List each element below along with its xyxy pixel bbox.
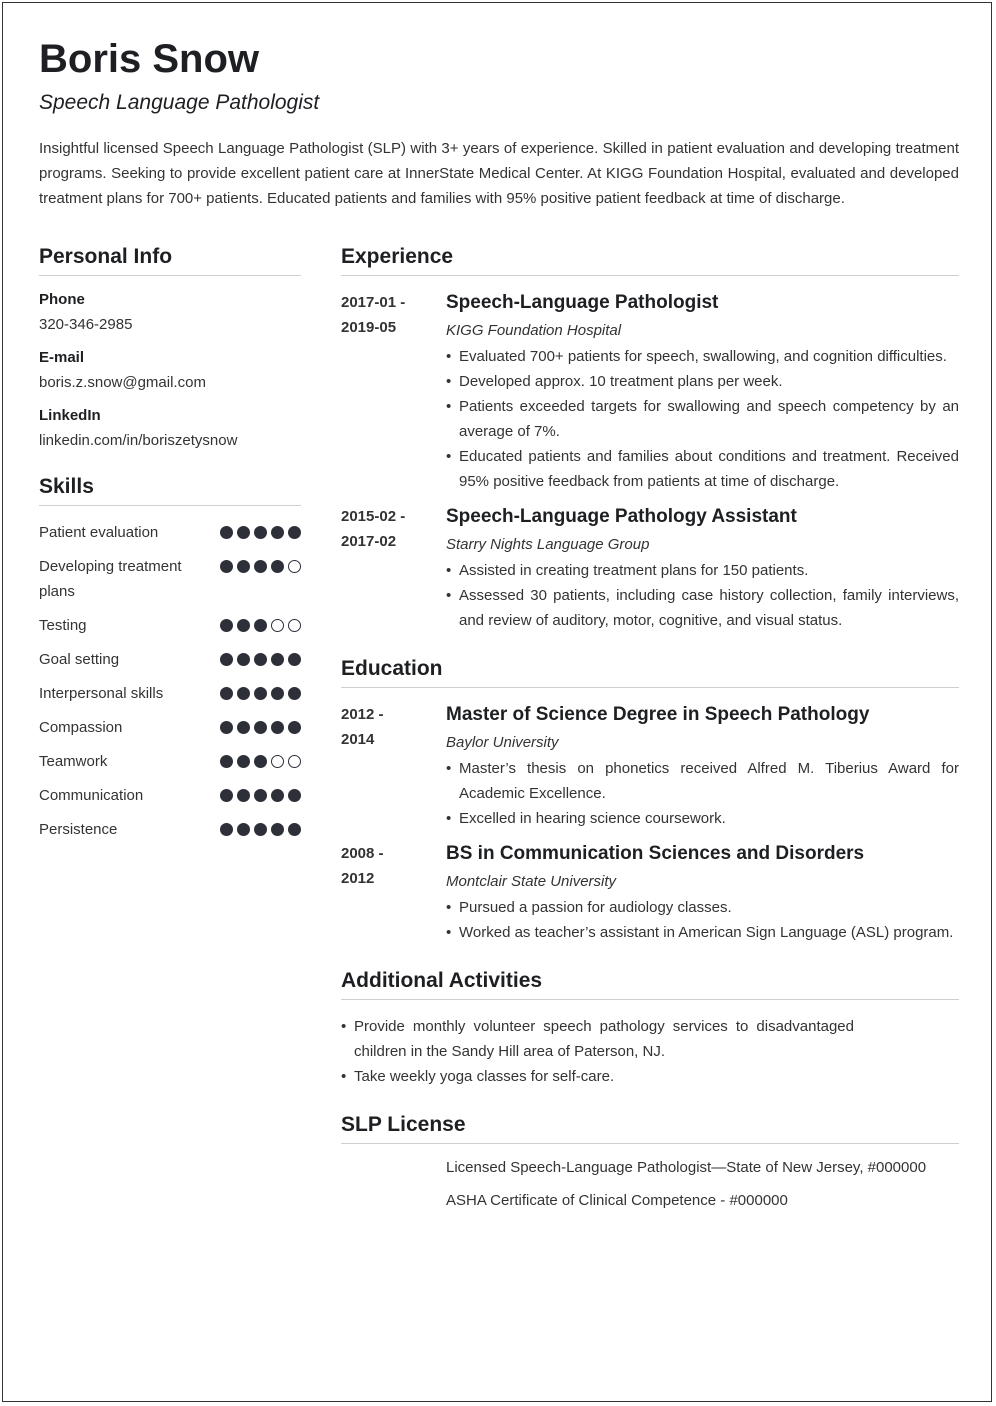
- skills-heading: Skills: [39, 473, 301, 506]
- education-title: Master of Science Degree in Speech Pathology: [446, 704, 870, 725]
- email-label: E-mail: [39, 349, 85, 366]
- filled-dot-icon: [271, 823, 284, 836]
- filled-dot-icon: [237, 687, 250, 700]
- filled-dot-icon: [271, 721, 284, 734]
- skill-name: Persistence: [39, 821, 118, 838]
- experience-entry: [341, 290, 959, 494]
- filled-dot-icon: [288, 789, 301, 802]
- license-heading: SLP License: [341, 1111, 959, 1144]
- filled-dot-icon: [288, 823, 301, 836]
- bullet-item: • Developed approx. 10 treatment plans per week.: [446, 369, 959, 394]
- bullet-item: • Assisted in creating treatment plans for 150 patients.: [446, 558, 959, 583]
- linkedin-label: LinkedIn: [39, 407, 101, 424]
- activity-item: • Provide monthly volunteer speech pathology services to disadvantaged children in the Sandy Hill area of Paterson, NJ.: [341, 1014, 854, 1064]
- empty-dot-icon: [288, 560, 301, 573]
- activity-item: • Take weekly yoga classes for self-care.: [341, 1064, 854, 1089]
- filled-dot-icon: [254, 560, 267, 573]
- experience-body: [446, 290, 959, 494]
- phone-value: 320-346-2985: [39, 316, 133, 333]
- bullet-item: • Educated patients and families about conditions and treatment. Received 95% positive feedback from patients at time of discharge.: [446, 444, 959, 494]
- skill-row: [39, 647, 301, 672]
- education-body: [446, 841, 959, 945]
- resume-page: [2, 2, 992, 1402]
- skill-level-dots: [220, 613, 301, 632]
- skill-level-dots: [220, 681, 301, 700]
- bullet-item: • Pursued a passion for audiology classes.: [446, 895, 959, 920]
- candidate-name: Boris Snow: [39, 37, 260, 81]
- education-organization: Montclair State University: [446, 873, 617, 890]
- skill-level-dots: [220, 749, 301, 768]
- right-column: [341, 243, 959, 1233]
- bullet-item: • Patients exceeded targets for swallowing and speech competency by an average of 7%.: [446, 394, 959, 444]
- empty-dot-icon: [288, 619, 301, 632]
- empty-dot-icon: [271, 619, 284, 632]
- experience-organization: Starry Nights Language Group: [446, 536, 650, 553]
- date-start: 2012 -: [341, 706, 384, 723]
- filled-dot-icon: [237, 526, 250, 539]
- skill-level-dots: [220, 715, 301, 734]
- education-section: [341, 655, 959, 945]
- bullet-item: • Evaluated 700+ patients for speech, swallowing, and cognition difficulties.: [446, 344, 959, 369]
- filled-dot-icon: [220, 526, 233, 539]
- skill-row: [39, 783, 301, 808]
- experience-heading: Experience: [341, 243, 959, 276]
- filled-dot-icon: [271, 526, 284, 539]
- experience-date: [341, 290, 446, 494]
- skill-level-dots: [220, 783, 301, 802]
- filled-dot-icon: [254, 687, 267, 700]
- skill-level-dots: [220, 520, 301, 539]
- skill-row: [39, 749, 301, 774]
- license-line: ASHA Certificate of Clinical Competence - #000000: [446, 1192, 788, 1209]
- skill-name: Interpersonal skills: [39, 685, 164, 702]
- skill-row: [39, 613, 301, 638]
- education-entry: [341, 702, 959, 831]
- skill-row: [39, 554, 301, 604]
- date-end: 2019-05: [341, 319, 397, 336]
- skill-row: [39, 520, 301, 545]
- date-end: 2014: [341, 731, 375, 748]
- skill-name: Patient evaluation: [39, 524, 159, 541]
- skill-name: Goal setting: [39, 651, 120, 668]
- filled-dot-icon: [254, 526, 267, 539]
- filled-dot-icon: [254, 755, 267, 768]
- filled-dot-icon: [288, 526, 301, 539]
- empty-dot-icon: [288, 755, 301, 768]
- experience-body: [446, 504, 959, 633]
- education-organization: Baylor University: [446, 734, 559, 751]
- filled-dot-icon: [220, 755, 233, 768]
- left-column: [39, 243, 301, 851]
- bullet-item: • Excelled in hearing science coursework.: [446, 806, 959, 831]
- skill-name: Teamwork: [39, 753, 108, 770]
- date-end: 2012: [341, 870, 375, 887]
- education-title: BS in Communication Sciences and Disorders: [446, 843, 865, 864]
- filled-dot-icon: [271, 687, 284, 700]
- linkedin-value: linkedin.com/in/boriszetysnow: [39, 432, 238, 449]
- skill-name: Compassion: [39, 719, 123, 736]
- date-start: 2017-01 -: [341, 294, 406, 311]
- filled-dot-icon: [237, 789, 250, 802]
- filled-dot-icon: [237, 653, 250, 666]
- filled-dot-icon: [237, 619, 250, 632]
- personal-info-heading: Personal Info: [39, 243, 301, 276]
- filled-dot-icon: [220, 560, 233, 573]
- skill-row: [39, 715, 301, 740]
- filled-dot-icon: [288, 653, 301, 666]
- bullet-item: • Worked as teacher’s assistant in American Sign Language (ASL) program.: [446, 920, 959, 945]
- skill-level-dots: [220, 554, 301, 573]
- bullet-item: • Master’s thesis on phonetics received Alfred M. Tiberius Award for Academic Excellence.: [446, 756, 959, 806]
- skills-list: [39, 520, 301, 842]
- phone-label: Phone: [39, 291, 85, 308]
- skill-row: [39, 817, 301, 842]
- education-heading: Education: [341, 655, 959, 688]
- experience-bullets: [446, 344, 959, 494]
- experience-list: [341, 290, 959, 633]
- license-line: Licensed Speech-Language Pathologist—State of New Jersey, #000000: [446, 1159, 927, 1176]
- license-list: [446, 1158, 959, 1211]
- education-list: [341, 702, 959, 945]
- summary-paragraph: Insightful licensed Speech Language Pathologist (SLP) with 3+ years of experience. Skilled in patient evaluation and developing treatment programs. Seeking to provide excellent patient care at InnerState Medical Center. At KIGG Foundation Hospital, evaluated and developed treatment plans for 700+ patients. Educated patients and families with 95% positive patient feedback at time of discharge.: [39, 140, 959, 207]
- education-date: [341, 702, 446, 831]
- experience-section: [341, 243, 959, 633]
- filled-dot-icon: [271, 560, 284, 573]
- education-date: [341, 841, 446, 945]
- skill-level-dots: [220, 817, 301, 836]
- filled-dot-icon: [220, 687, 233, 700]
- license-section: [341, 1111, 959, 1211]
- education-entry: [341, 841, 959, 945]
- activities-heading: Additional Activities: [341, 967, 959, 1000]
- filled-dot-icon: [254, 789, 267, 802]
- education-bullets: [446, 895, 959, 945]
- skill-name: Communication: [39, 787, 144, 804]
- filled-dot-icon: [271, 789, 284, 802]
- filled-dot-icon: [237, 823, 250, 836]
- experience-organization: KIGG Foundation Hospital: [446, 322, 622, 339]
- filled-dot-icon: [288, 687, 301, 700]
- experience-entry: [341, 504, 959, 633]
- date-start: 2008 -: [341, 845, 384, 862]
- date-end: 2017-02: [341, 533, 397, 550]
- experience-bullets: [446, 558, 959, 633]
- filled-dot-icon: [220, 789, 233, 802]
- activities-list: [341, 1014, 854, 1089]
- email-value: boris.z.snow@gmail.com: [39, 374, 206, 391]
- candidate-role: Speech Language Pathologist: [39, 91, 320, 114]
- filled-dot-icon: [254, 721, 267, 734]
- filled-dot-icon: [220, 653, 233, 666]
- empty-dot-icon: [271, 755, 284, 768]
- experience-title: Speech-Language Pathology Assistant: [446, 506, 797, 527]
- experience-date: [341, 504, 446, 633]
- skill-level-dots: [220, 647, 301, 666]
- date-start: 2015-02 -: [341, 508, 406, 525]
- filled-dot-icon: [237, 560, 250, 573]
- filled-dot-icon: [254, 619, 267, 632]
- education-body: [446, 702, 959, 831]
- bullet-item: • Assessed 30 patients, including case history collection, family interviews, and review of auditory, motor, cognitive, and visual status.: [446, 583, 959, 633]
- activities-section: [341, 967, 959, 1089]
- filled-dot-icon: [220, 721, 233, 734]
- filled-dot-icon: [254, 653, 267, 666]
- filled-dot-icon: [220, 823, 233, 836]
- filled-dot-icon: [271, 653, 284, 666]
- experience-title: Speech-Language Pathologist: [446, 292, 719, 313]
- filled-dot-icon: [254, 823, 267, 836]
- education-bullets: [446, 756, 959, 831]
- filled-dot-icon: [220, 619, 233, 632]
- filled-dot-icon: [288, 721, 301, 734]
- skill-row: [39, 681, 301, 706]
- skill-name: Testing: [39, 617, 87, 634]
- filled-dot-icon: [237, 755, 250, 768]
- filled-dot-icon: [237, 721, 250, 734]
- skill-name: Developing treatment plans: [39, 558, 182, 600]
